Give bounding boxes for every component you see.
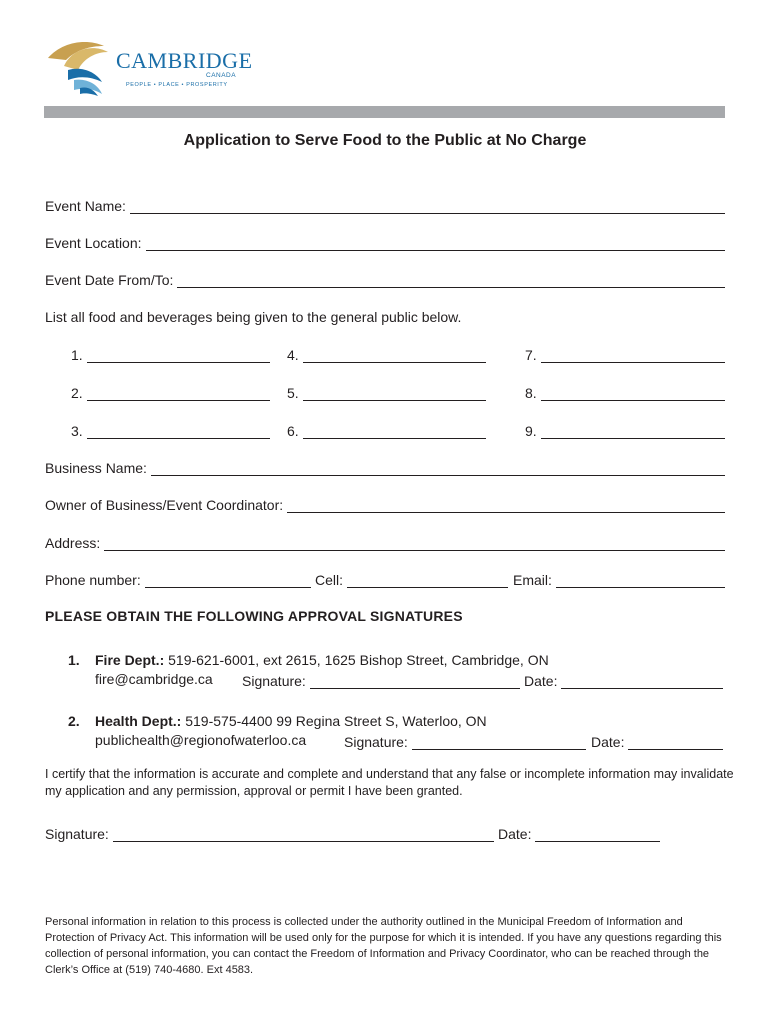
health-dept-details: 519-575-4400 99 Regina Street S, Waterloo, ON bbox=[181, 713, 487, 729]
food-item-number: 7. bbox=[525, 347, 537, 363]
logo-wordmark: CAMBRIDGE bbox=[116, 48, 253, 73]
applicant-date-line[interactable] bbox=[535, 829, 660, 842]
health-signature-field[interactable] bbox=[344, 732, 586, 750]
health-date-label: Date: bbox=[591, 734, 625, 750]
food-item-1[interactable] bbox=[71, 345, 270, 363]
applicant-date-label: Date: bbox=[498, 826, 532, 842]
event-date-field[interactable] bbox=[45, 270, 725, 288]
business-name-line[interactable] bbox=[151, 463, 725, 476]
food-item-7[interactable] bbox=[525, 345, 725, 363]
logo-country: CANADA bbox=[206, 72, 237, 79]
fire-email: fire@cambridge.ca bbox=[95, 671, 213, 687]
event-location-field[interactable] bbox=[45, 233, 725, 251]
fire-date-label: Date: bbox=[524, 673, 558, 689]
health-signature-label: Signature: bbox=[344, 734, 408, 750]
owner-field[interactable] bbox=[45, 495, 725, 513]
fire-date-line[interactable] bbox=[561, 676, 723, 689]
applicant-signature-field[interactable] bbox=[45, 824, 494, 842]
food-item-number: 8. bbox=[525, 385, 537, 401]
health-signature-line[interactable] bbox=[412, 737, 586, 750]
phone-field[interactable] bbox=[45, 570, 311, 588]
logo-tagline: PEOPLE • PLACE • PROSPERITY bbox=[126, 82, 228, 88]
email-label: Email: bbox=[513, 572, 552, 588]
cell-field[interactable] bbox=[315, 570, 508, 588]
event-date-line[interactable] bbox=[177, 275, 725, 288]
food-item-2[interactable] bbox=[71, 383, 270, 401]
applicant-date-field[interactable] bbox=[498, 824, 660, 842]
food-item-number: 9. bbox=[525, 423, 537, 439]
business-name-label: Business Name: bbox=[45, 460, 147, 476]
event-date-label: Event Date From/To: bbox=[45, 272, 174, 288]
cambridge-logo bbox=[44, 36, 253, 106]
event-location-line[interactable] bbox=[146, 238, 725, 251]
email-field[interactable] bbox=[513, 570, 725, 588]
health-dept-approval bbox=[68, 713, 728, 753]
health-date-field[interactable] bbox=[591, 732, 723, 750]
food-item-line[interactable] bbox=[541, 426, 725, 439]
food-item-number: 4. bbox=[287, 347, 299, 363]
food-item-5[interactable] bbox=[287, 383, 486, 401]
applicant-signature-label: Signature: bbox=[45, 826, 109, 842]
food-item-line[interactable] bbox=[303, 426, 486, 439]
fire-dept-approval bbox=[68, 652, 728, 692]
health-email: publichealth@regionofwaterloo.ca bbox=[95, 732, 307, 748]
food-item-line[interactable] bbox=[87, 350, 270, 363]
health-dept-label: Health Dept.: bbox=[95, 713, 182, 729]
food-item-line[interactable] bbox=[303, 388, 486, 401]
event-location-label: Event Location: bbox=[45, 235, 142, 251]
food-item-4[interactable] bbox=[287, 345, 486, 363]
address-line[interactable] bbox=[104, 538, 725, 551]
certification-statement: I certify that the information is accurate and complete and understand that any false or incomplete information may invalidate my application and any permission, approval or permit I have been granted. bbox=[45, 767, 734, 798]
approvals-heading: PLEASE OBTAIN THE FOLLOWING APPROVAL SIGNATURES bbox=[45, 608, 463, 624]
event-name-field[interactable] bbox=[45, 196, 725, 214]
food-item-number: 5. bbox=[287, 385, 299, 401]
fire-dept-details: 519-621-6001, ext 2615, 1625 Bishop Street, Cambridge, ON bbox=[164, 652, 549, 668]
address-field[interactable] bbox=[45, 533, 725, 551]
food-item-line[interactable] bbox=[87, 426, 270, 439]
event-name-label: Event Name: bbox=[45, 198, 126, 214]
phone-label: Phone number: bbox=[45, 572, 141, 588]
food-item-line[interactable] bbox=[541, 388, 725, 401]
header-divider-bar bbox=[44, 106, 725, 118]
fire-signature-field[interactable] bbox=[242, 671, 520, 689]
fire-signature-label: Signature: bbox=[242, 673, 306, 689]
applicant-signature-line[interactable] bbox=[113, 829, 494, 842]
form-title: Application to Serve Food to the Public at No Charge bbox=[183, 132, 587, 149]
fire-signature-line[interactable] bbox=[310, 676, 520, 689]
food-item-9[interactable] bbox=[525, 421, 725, 439]
cambridge-wave-emblem bbox=[44, 36, 122, 98]
health-number: 2. bbox=[68, 713, 80, 729]
business-name-field[interactable] bbox=[45, 458, 725, 476]
food-list-instruction: List all food and beverages being given to the general public below. bbox=[45, 309, 462, 325]
email-line[interactable] bbox=[556, 575, 725, 588]
food-item-line[interactable] bbox=[303, 350, 486, 363]
fire-dept-label: Fire Dept.: bbox=[95, 652, 165, 668]
food-item-line[interactable] bbox=[87, 388, 270, 401]
address-label: Address: bbox=[45, 535, 101, 551]
cell-label: Cell: bbox=[315, 572, 344, 588]
food-item-number: 2. bbox=[71, 385, 83, 401]
owner-label: Owner of Business/Event Coordinator: bbox=[45, 497, 284, 513]
food-item-8[interactable] bbox=[525, 383, 725, 401]
food-item-line[interactable] bbox=[541, 350, 725, 363]
food-item-number: 3. bbox=[71, 423, 83, 439]
phone-line[interactable] bbox=[145, 575, 311, 588]
food-item-3[interactable] bbox=[71, 421, 270, 439]
fire-date-field[interactable] bbox=[524, 671, 723, 689]
privacy-notice: Personal information in relation to this process is collected under the authority outlined in the Municipal Freedom of Information and Protection of Privacy Act. This information will be used only for the purpose for which it is intended. If you have any questions regarding this collection of personal information, you can contact the Freedom of Information and Privacy Coordinator, who can be reached through the Clerk’s Office at (519) 740-4680. Ext 4583. bbox=[45, 916, 722, 976]
food-item-number: 1. bbox=[71, 347, 83, 363]
owner-line[interactable] bbox=[287, 500, 725, 513]
food-item-6[interactable] bbox=[287, 421, 486, 439]
health-date-line[interactable] bbox=[628, 737, 723, 750]
food-item-number: 6. bbox=[287, 423, 299, 439]
event-name-line[interactable] bbox=[130, 201, 725, 214]
fire-number: 1. bbox=[68, 652, 80, 668]
cell-line[interactable] bbox=[347, 575, 508, 588]
